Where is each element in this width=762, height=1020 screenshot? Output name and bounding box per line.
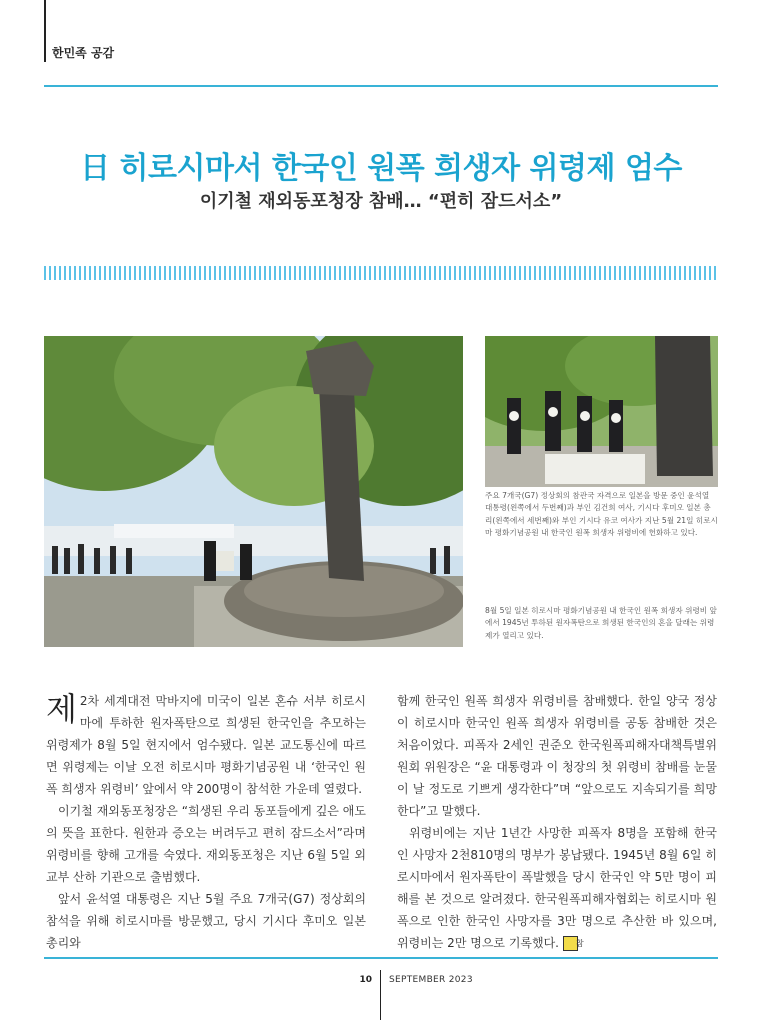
footer-divider [44,957,718,959]
article-subheadline: 이기철 재외동포청장 참배… “편히 잠드서소” [199,191,563,212]
issue-date: SEPTEMBER 2023 [389,975,473,985]
body-column-left [46,690,366,954]
body-paragraph: 앞서 윤석열 대통령은 지난 5월 주요 7개국(G7) 정상회의 참석을 위해 히로시마를 방문했고, 당시 기시다 후미오 일본 총리와 [46,892,366,950]
drop-cap: 제 [46,690,77,728]
body-column-right [397,690,717,954]
article-headline: 日 히로시마서 한국인 원폭 희생자 위령제 엄수 [80,151,682,186]
header-divider [44,85,718,87]
decorative-stripe [44,266,718,280]
memorial-ceremony-photo [44,336,463,647]
section-label: 한민족 공감 [52,46,115,60]
body-paragraph: 이기철 재외동포청장은 “희생된 우리 동포들에게 깊은 애도의 뜻을 표한다. 원한과 증오는 버려두고 편히 잠드소서”라며 위령비를 향해 고개를 숙였다. 재외동포청은 지난 6월 5일 외교부 산하 기관으로 출범했다. [46,804,366,884]
footer-vertical-rule [380,970,381,1020]
body-text: 위령비에는 지난 1년간 사망한 피폭자 8명을 포함해 한국인 사망자 2천810명의 명부가 봉납됐다. 1945년 8월 6일 히로시마에서 원자폭탄이 폭발했을 당시 한국인 약 5만 명이 피해를 본 것으로 알려졌다. 한국원폭피해자협회는 히로시마 원폭으로 인한 한국인 사망자를 3만 명으로 추산한 바 있으며, 위령비는 2만 명으로 기록했다. [397,826,717,950]
end-mark-icon: 참 [563,936,578,951]
body-paragraph: 함께 한국인 원폭 희생자 위령비를 참배했다. 한일 양국 정상이 히로시마 한국인 원폭 희생자 위령비를 공동 참배한 것은 처음이었다. 피폭자 2세인 권준오 한국원폭피해자대책특별위원회 위원장은 “윤 대통령과 이 청장의 첫 위령비 참배를 눈물이 날 정도로 기쁘게 생각한다”며 “앞으로도 지속되기를 희망한다”고 말했다. [397,694,717,818]
main-photo-caption: 8월 5일 일본 히로시마 평화기념공원 내 한국인 원폭 희생자 위령비 앞에서 1945년 투하된 원자폭탄으로 희생된 한국인의 혼을 달래는 위령제가 열리고 있다. [485,606,717,640]
page-number: 10 [359,975,372,985]
side-photo-caption: 주요 7개국(G7) 정상회의 참관국 자격으로 일본을 방문 중인 윤석열 대통령(왼쪽에서 두번째)과 부인 김건희 여사, 기시다 후미오 일본 총리(왼쪽에서 세번째)와 부인 기시다 유코 여사가 지난 5월 21일 히로시마 평화기념공원 내 한국인 원폭 희생자 위령비에 헌화하고 있다. [485,491,718,537]
body-text: 2차 세계대전 막바지에 미국이 일본 혼슈 서부 히로시마에 투하한 원자폭탄으로 희생된 한국인을 추모하는 위령제가 8월 5일 현지에서 엄수됐다. 일본 교도통신에 따르면 위령제는 이날 오전 히로시마 평화기념공원 내 ‘한국인 원폭 희생자 위령비’ 앞에서 약 200명이 참석한 가운데 열렸다. [46,694,366,796]
body-paragraph [46,690,366,800]
body-paragraph [397,822,717,954]
leaders-tribute-photo [485,336,718,487]
header-vertical-rule [44,0,46,62]
